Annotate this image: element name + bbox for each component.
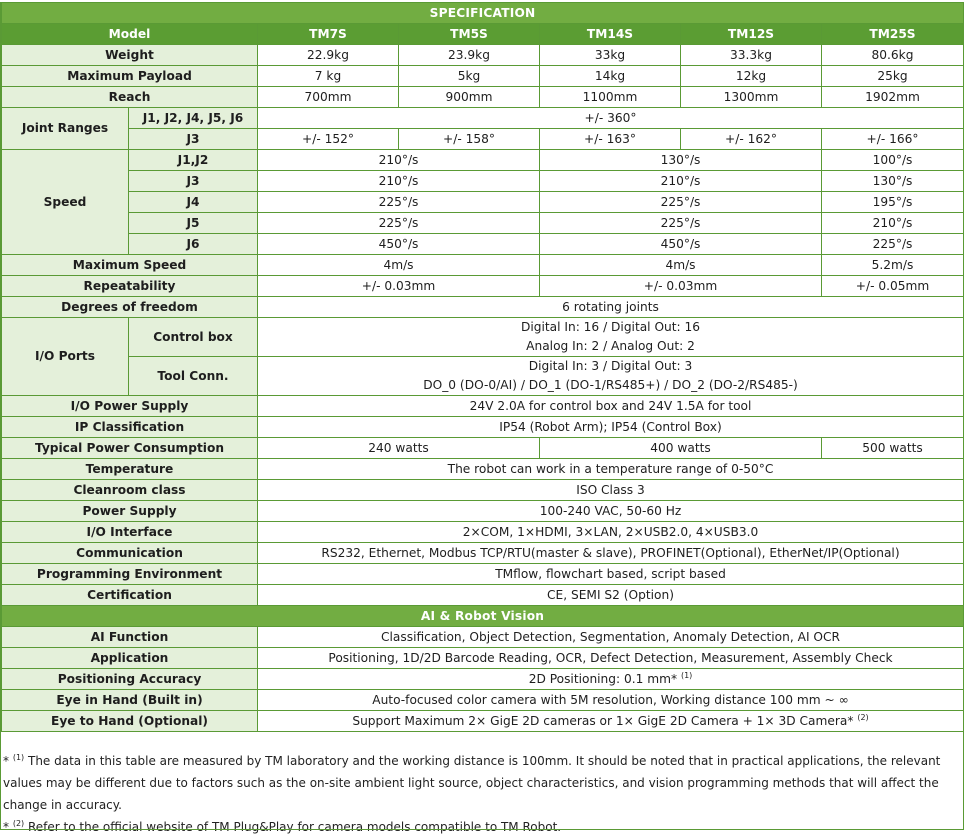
cell-value: 22.9kg [258,45,399,66]
cell-value: 4m/s [540,255,822,276]
payload-row [2,66,964,87]
row-label: I/O Power Supply [2,396,258,417]
cell-value [258,357,964,396]
cell-value [258,318,964,357]
row-label: AI Function [2,627,258,648]
row-label: Typical Power Consumption [2,438,258,459]
communication-row [2,543,964,564]
cell-value: 23.9kg [399,45,540,66]
io-line: DO_0 (DO-0/AI) / DO_1 (DO-1/RS485+) / DO_2 (DO-2/RS485-) [423,378,798,392]
row-label: Communication [2,543,258,564]
model-name: TM25S [822,24,964,45]
cell-value: 7 kg [258,66,399,87]
ai-title-row [2,606,964,627]
spec-sheet [0,2,964,834]
joint-ranges-row [2,108,964,129]
sub-label: Control box [129,318,258,357]
io-line: Digital In: 3 / Digital Out: 3 [528,359,693,373]
cell-value: +/- 0.05mm [822,276,964,297]
cell-value: 33.3kg [681,45,822,66]
eye-to-hand-row [2,711,964,732]
io-line: Digital In: 16 / Digital Out: 16 [520,320,701,334]
speed-row [2,171,964,192]
row-label: I/O Interface [2,522,258,543]
cell-value: 500 watts [822,438,964,459]
model-name: TM14S [540,24,681,45]
cell-value: 450°/s [540,234,822,255]
joint-ranges-j3-row [2,129,964,150]
cell-value: +/- 163° [540,129,681,150]
cell-value: ISO Class 3 [258,480,964,501]
cell-value: IP54 (Robot Arm); IP54 (Control Box) [258,417,964,438]
speed-row [2,150,964,171]
cell-value: +/- 158° [399,129,540,150]
cell-value: 130°/s [822,171,964,192]
spec-table [1,2,964,732]
cell-value: 5.2m/s [822,255,964,276]
io-ports-tool-row [2,357,964,396]
certification-row [2,585,964,606]
cell-value: The robot can work in a temperature range of 0-50°C [258,459,964,480]
row-label: Temperature [2,459,258,480]
cell-value: +/- 162° [681,129,822,150]
sub-label: J3 [129,171,258,192]
sub-label: J1,J2 [129,150,258,171]
cell-value: 210°/s [540,171,822,192]
cell-value: 100-240 VAC, 50-60 Hz [258,501,964,522]
cell-value: 240 watts [258,438,540,459]
spec-title: SPECIFICATION [2,3,964,24]
row-label: Eye in Hand (Built in) [2,690,258,711]
ai-section-title: AI & Robot Vision [2,606,964,627]
model-name: TM7S [258,24,399,45]
cell-value: 225°/s [540,192,822,213]
max-speed-row [2,255,964,276]
cell-value: 2×COM, 1×HDMI, 3×LAN, 2×USB2.0, 4×USB3.0 [258,522,964,543]
footnotes [3,750,958,838]
cell-value: +/- 166° [822,129,964,150]
model-row [2,24,964,45]
eye-in-hand-row [2,690,964,711]
cell-value: 14kg [540,66,681,87]
speed-row [2,192,964,213]
cell-value: 225°/s [258,192,540,213]
row-label: IP Classification [2,417,258,438]
sub-label: J5 [129,213,258,234]
spec-title-row [2,3,964,24]
cell-value: 4m/s [258,255,540,276]
ai-function-row [2,627,964,648]
footnote-star: * [3,820,9,834]
row-label: Weight [2,45,258,66]
cell-value: 210°/s [258,150,540,171]
weight-row [2,45,964,66]
dof-row [2,297,964,318]
row-label: Cleanroom class [2,480,258,501]
cell-value: 900mm [399,87,540,108]
cell-value: Positioning, 1D/2D Barcode Reading, OCR, Defect Detection, Measurement, Assembly Check [258,648,964,669]
model-name: TM5S [399,24,540,45]
speed-row [2,213,964,234]
power-consumption-row [2,438,964,459]
row-label: Maximum Speed [2,255,258,276]
io-line: Analog In: 2 / Analog Out: 2 [526,339,695,353]
row-label: Repeatability [2,276,258,297]
cell-value: 80.6kg [822,45,964,66]
row-label: I/O Ports [2,318,129,396]
cell-value: 210°/s [258,171,540,192]
value-text: Support Maximum 2× GigE 2D cameras or 1× GigE 2D Camera + 1× 3D Camera* [352,713,854,728]
sub-label: J6 [129,234,258,255]
cell-value: CE, SEMI S2 (Option) [258,585,964,606]
cell-value: 225°/s [540,213,822,234]
cell-value: 450°/s [258,234,540,255]
repeatability-row [2,276,964,297]
row-label: Programming Environment [2,564,258,585]
pos-accuracy-row [2,669,964,690]
programming-row [2,564,964,585]
row-label: Certification [2,585,258,606]
row-label: Power Supply [2,501,258,522]
sub-label: J4 [129,192,258,213]
row-label: Positioning Accuracy [2,669,258,690]
cell-value: RS232, Ethernet, Modbus TCP/RTU(master & slave), PROFINET(Optional), EtherNet/IP(Optional) [258,543,964,564]
cell-value: 130°/s [540,150,822,171]
io-interface-row [2,522,964,543]
row-label: Joint Ranges [2,108,129,150]
cell-value: 6 rotating joints [258,297,964,318]
row-label: Application [2,648,258,669]
cell-value: 400 watts [540,438,822,459]
row-label: Maximum Payload [2,66,258,87]
speed-row [2,234,964,255]
cell-value: Auto-focused color camera with 5M resolution, Working distance 100 mm ~ ∞ [258,690,964,711]
power-supply-row [2,501,964,522]
footnote-2 [3,816,958,838]
cell-value: 225°/s [822,234,964,255]
reach-row [2,87,964,108]
cell-value: +/- 0.03mm [540,276,822,297]
cell-value: 5kg [399,66,540,87]
model-name: TM12S [681,24,822,45]
cell-value: 1300mm [681,87,822,108]
cell-value: Classification, Object Detection, Segmentation, Anomaly Detection, AI OCR [258,627,964,648]
cell-value [258,669,964,690]
footnote-ref: (1) [680,670,693,680]
model-label: Model [2,24,258,45]
row-label: Eye to Hand (Optional) [2,711,258,732]
cell-value: +/- 0.03mm [258,276,540,297]
row-label: Degrees of freedom [2,297,258,318]
cell-value: 24V 2.0A for control box and 24V 1.5A for tool [258,396,964,417]
cell-value: 1902mm [822,87,964,108]
cell-value: 1100mm [540,87,681,108]
footnote-star: * [3,754,9,768]
cell-value: 25kg [822,66,964,87]
cell-value: 100°/s [822,150,964,171]
cell-value: 210°/s [822,213,964,234]
footnote-ref: (2) [857,712,869,722]
sub-label: J3 [129,129,258,150]
row-label: Speed [2,150,129,255]
sub-label: J1, J2, J4, J5, J6 [129,108,258,129]
cell-value: TMflow, flowchart based, script based [258,564,964,585]
footnote-marker: (1) [12,753,25,762]
ip-class-row [2,417,964,438]
cleanroom-row [2,480,964,501]
footnote-text: The data in this table are measured by TM laboratory and the working distance is 100mm. It should be noted that in practical applications, the relevant values may be different due to factors such as the on-site ambient light source, object characteristics, and vision programming methods that will affect the change in accuracy. [3,754,941,812]
cell-value: 12kg [681,66,822,87]
cell-value: +/- 360° [258,108,964,129]
cell-value: 195°/s [822,192,964,213]
footnote-1 [3,750,958,816]
io-power-row [2,396,964,417]
io-ports-row [2,318,964,357]
cell-value: 225°/s [258,213,540,234]
cell-value [258,711,964,732]
row-label: Reach [2,87,258,108]
temperature-row [2,459,964,480]
cell-value: 33kg [540,45,681,66]
footnote-marker: (2) [12,819,25,828]
sub-label: Tool Conn. [129,357,258,396]
cell-value: +/- 152° [258,129,399,150]
footnote-text: Refer to the official website of TM Plug&Play for camera models compatible to TM Robot. [28,820,562,834]
value-text: 2D Positioning: 0.1 mm* [528,671,678,686]
application-row [2,648,964,669]
cell-value: 700mm [258,87,399,108]
